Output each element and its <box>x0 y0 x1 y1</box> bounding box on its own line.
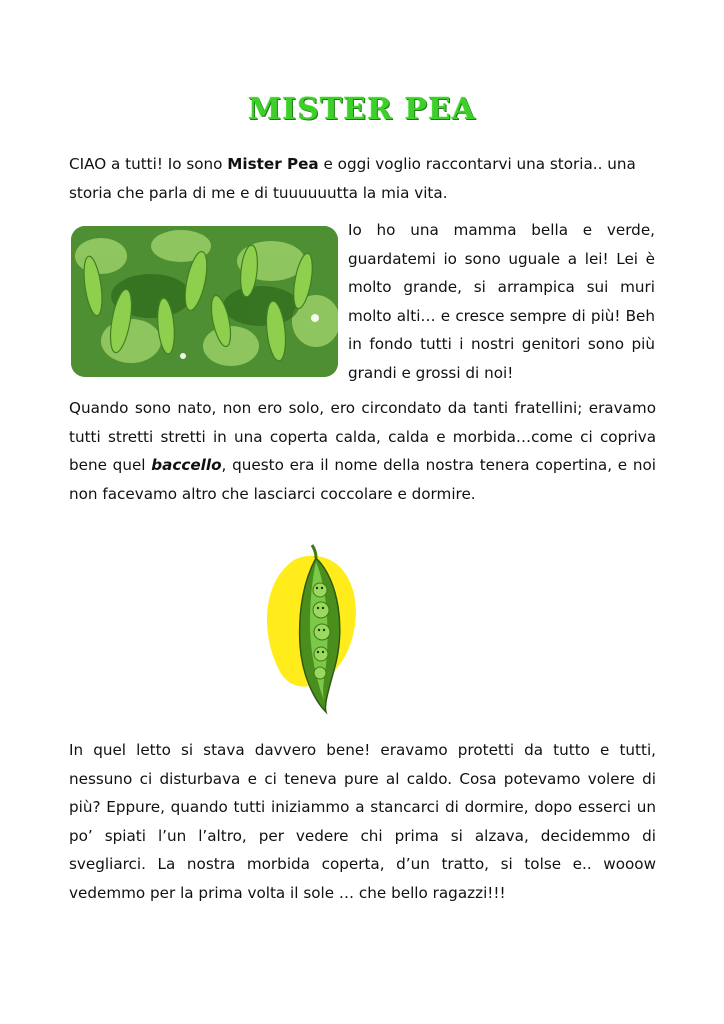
intro-paragraph <box>69 150 659 207</box>
pea-plant-image <box>71 226 338 377</box>
pea-plant-photo <box>71 226 338 377</box>
pea-pod-illustration <box>254 540 378 718</box>
birth-text-end: , questo era il nome della nostra tenera copertina, e noi non facevamo altro che lasciarci coccolare e dormire. <box>69 456 656 503</box>
intro-text-end: e oggi voglio raccontarvi una storia.. una storia che parla di me e di tuuuuuutta la mia vita. <box>69 155 636 202</box>
mother-paragraph: Io ho una mamma bella e verde, guardatemi io sono uguale a lei! Lei è molto grande, si arrampica sui muri molto alti… e cresce sempre di più! Beh in fondo tutti i nostri genitori sono più grandi e grossi di noi! <box>348 221 655 382</box>
birth-paragraph <box>69 394 656 508</box>
awakening-paragraph: In quel letto si stava davvero bene! eravamo protetti da tutto e tutti, nessuno ci disturbava e ci teneva pure al caldo. Cosa potevamo volere di più? Eppure, quando tutti iniziammo a stancarci di dormire, dopo esserci un po’ spiati l’un l’altro, per vedere chi prima si alzava, decidemmo di svegliarci. La nostra morbida coperta, d’un tratto, si tolse e.. wooow vedemmo per la prima volta il sole … che bello ragazzi!!! <box>69 741 656 902</box>
birth-text-start: Quando sono nato, non ero solo, ero circondato da tanti fratellini; eravamo tutti stretti stretti in una coperta calda, calda e morbida…come ci copriva bene quel <box>69 399 656 475</box>
character-name: Mister Pea <box>227 155 319 173</box>
baccello-word: baccello <box>151 456 222 475</box>
intro-text-start: CIAO a tutti! Io sono <box>69 155 228 173</box>
page-title: MISTER PEA <box>247 92 477 127</box>
cartoon-pea-pod <box>254 540 378 718</box>
